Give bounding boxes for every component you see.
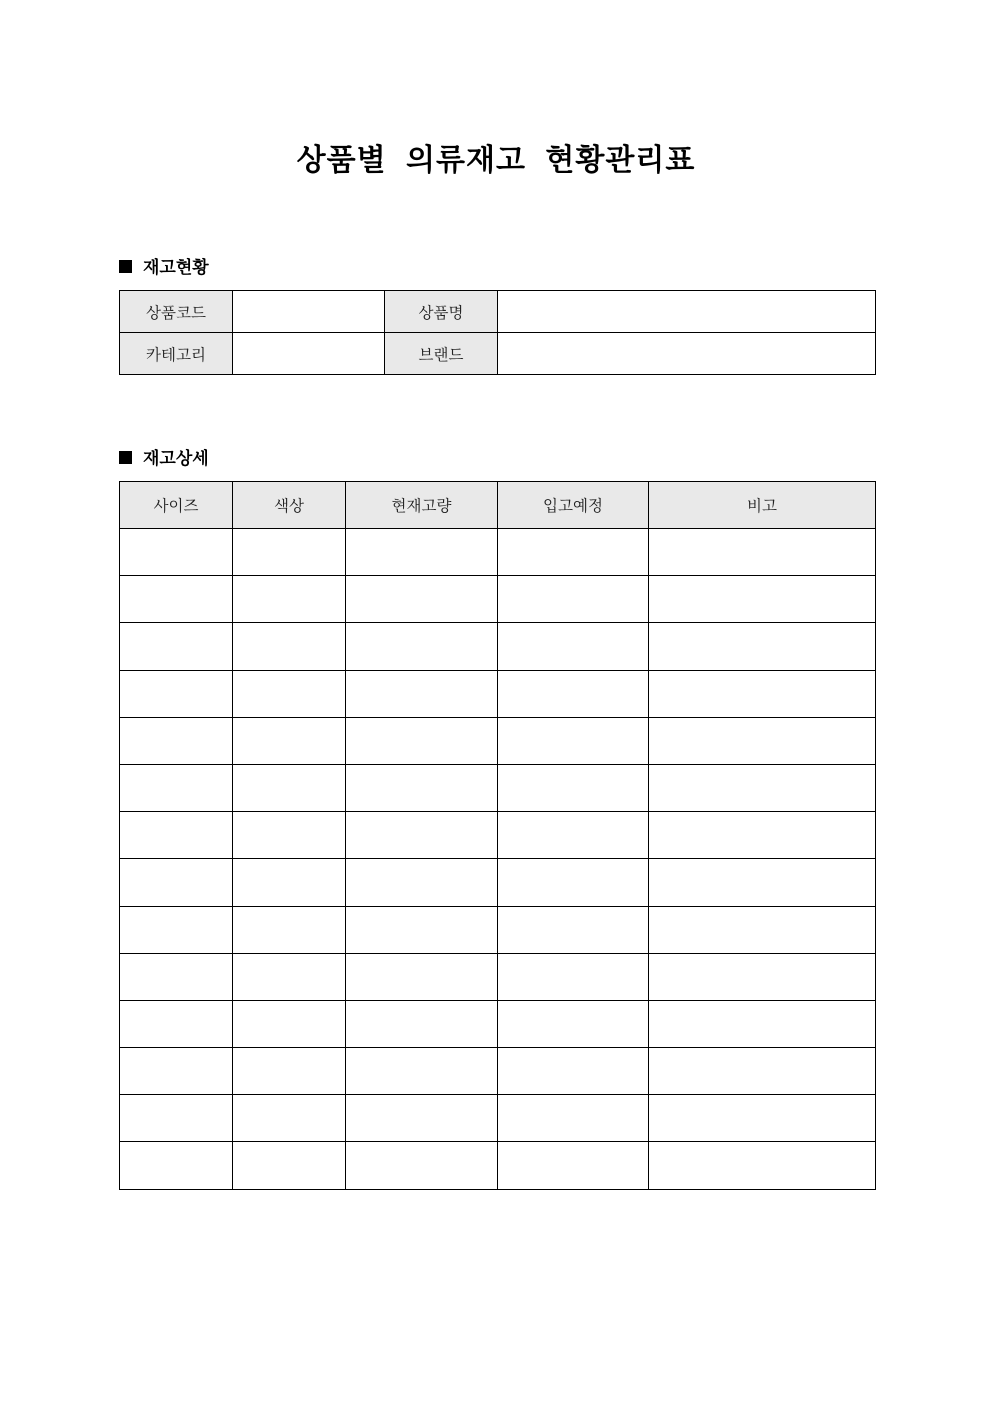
remarks-cell[interactable] xyxy=(649,1000,876,1047)
table-row xyxy=(120,906,876,953)
size-cell[interactable] xyxy=(120,623,233,670)
size-cell[interactable] xyxy=(120,717,233,764)
incoming-cell[interactable] xyxy=(498,717,649,764)
incoming-cell[interactable] xyxy=(498,906,649,953)
column-header-size: 사이즈 xyxy=(120,482,233,529)
color-cell[interactable] xyxy=(233,529,346,576)
table-row xyxy=(120,576,876,623)
incoming-cell[interactable] xyxy=(498,1142,649,1189)
table-row xyxy=(120,623,876,670)
section-heading-inventory-detail xyxy=(119,444,209,469)
page-title: 상품별 의류재고 현황관리표 xyxy=(296,143,696,178)
size-cell[interactable] xyxy=(120,1095,233,1142)
size-cell[interactable] xyxy=(120,576,233,623)
table-header-row xyxy=(120,482,876,529)
table-row xyxy=(120,953,876,1000)
incoming-cell[interactable] xyxy=(498,1048,649,1095)
incoming-cell[interactable] xyxy=(498,859,649,906)
column-header-remarks: 비고 xyxy=(649,482,876,529)
size-cell[interactable] xyxy=(120,1142,233,1189)
remarks-cell[interactable] xyxy=(649,529,876,576)
incoming-cell[interactable] xyxy=(498,764,649,811)
size-cell[interactable] xyxy=(120,1000,233,1047)
black-square-icon xyxy=(119,260,132,273)
table-row xyxy=(120,764,876,811)
table-row xyxy=(120,529,876,576)
current-stock-cell[interactable] xyxy=(346,1048,498,1095)
incoming-cell[interactable] xyxy=(498,812,649,859)
current-stock-cell[interactable] xyxy=(346,1000,498,1047)
remarks-cell[interactable] xyxy=(649,623,876,670)
size-cell[interactable] xyxy=(120,906,233,953)
current-stock-cell[interactable] xyxy=(346,623,498,670)
table-row xyxy=(120,717,876,764)
current-stock-cell[interactable] xyxy=(346,529,498,576)
remarks-cell[interactable] xyxy=(649,1142,876,1189)
remarks-cell[interactable] xyxy=(649,859,876,906)
column-header-color: 색상 xyxy=(233,482,346,529)
incoming-cell[interactable] xyxy=(498,623,649,670)
color-cell[interactable] xyxy=(233,953,346,1000)
section-heading-label: 재고상세 xyxy=(143,449,209,469)
table-row xyxy=(120,333,876,375)
category-label: 카테고리 xyxy=(120,333,233,375)
remarks-cell[interactable] xyxy=(649,812,876,859)
color-cell[interactable] xyxy=(233,623,346,670)
incoming-cell[interactable] xyxy=(498,953,649,1000)
current-stock-cell[interactable] xyxy=(346,670,498,717)
size-cell[interactable] xyxy=(120,953,233,1000)
current-stock-cell[interactable] xyxy=(346,1095,498,1142)
remarks-cell[interactable] xyxy=(649,717,876,764)
remarks-cell[interactable] xyxy=(649,764,876,811)
color-cell[interactable] xyxy=(233,576,346,623)
incoming-cell[interactable] xyxy=(498,576,649,623)
size-cell[interactable] xyxy=(120,1048,233,1095)
current-stock-cell[interactable] xyxy=(346,859,498,906)
table-row xyxy=(120,670,876,717)
color-cell[interactable] xyxy=(233,1000,346,1047)
size-cell[interactable] xyxy=(120,812,233,859)
remarks-cell[interactable] xyxy=(649,906,876,953)
current-stock-cell[interactable] xyxy=(346,1142,498,1189)
black-square-icon xyxy=(119,451,132,464)
table-row xyxy=(120,1142,876,1189)
product-name-label: 상품명 xyxy=(385,291,498,333)
product-code-field[interactable] xyxy=(233,291,385,333)
size-cell[interactable] xyxy=(120,859,233,906)
color-cell[interactable] xyxy=(233,859,346,906)
brand-field[interactable] xyxy=(498,333,876,375)
current-stock-cell[interactable] xyxy=(346,576,498,623)
table-row xyxy=(120,1095,876,1142)
color-cell[interactable] xyxy=(233,764,346,811)
column-header-current-stock: 현재고량 xyxy=(346,482,498,529)
section-heading-inventory-status xyxy=(119,253,209,278)
category-field[interactable] xyxy=(233,333,385,375)
current-stock-cell[interactable] xyxy=(346,812,498,859)
current-stock-cell[interactable] xyxy=(346,953,498,1000)
incoming-cell[interactable] xyxy=(498,1095,649,1142)
size-cell[interactable] xyxy=(120,764,233,811)
remarks-cell[interactable] xyxy=(649,953,876,1000)
color-cell[interactable] xyxy=(233,906,346,953)
color-cell[interactable] xyxy=(233,1095,346,1142)
column-header-incoming: 입고예정 xyxy=(498,482,649,529)
color-cell[interactable] xyxy=(233,812,346,859)
current-stock-cell[interactable] xyxy=(346,764,498,811)
remarks-cell[interactable] xyxy=(649,670,876,717)
color-cell[interactable] xyxy=(233,670,346,717)
product-name-field[interactable] xyxy=(498,291,876,333)
color-cell[interactable] xyxy=(233,1048,346,1095)
remarks-cell[interactable] xyxy=(649,1048,876,1095)
size-cell[interactable] xyxy=(120,529,233,576)
incoming-cell[interactable] xyxy=(498,529,649,576)
color-cell[interactable] xyxy=(233,717,346,764)
table-row xyxy=(120,1048,876,1095)
table-row xyxy=(120,859,876,906)
remarks-cell[interactable] xyxy=(649,1095,876,1142)
incoming-cell[interactable] xyxy=(498,1000,649,1047)
current-stock-cell[interactable] xyxy=(346,717,498,764)
table-row xyxy=(120,291,876,333)
inventory-status-table xyxy=(119,290,876,375)
size-cell[interactable] xyxy=(120,670,233,717)
remarks-cell[interactable] xyxy=(649,576,876,623)
table-row xyxy=(120,1000,876,1047)
section-heading-label: 재고현황 xyxy=(143,258,209,278)
incoming-cell[interactable] xyxy=(498,670,649,717)
inventory-detail-table xyxy=(119,481,876,1190)
table-row xyxy=(120,812,876,859)
current-stock-cell[interactable] xyxy=(346,906,498,953)
product-code-label: 상품코드 xyxy=(120,291,233,333)
color-cell[interactable] xyxy=(233,1142,346,1189)
brand-label: 브랜드 xyxy=(385,333,498,375)
